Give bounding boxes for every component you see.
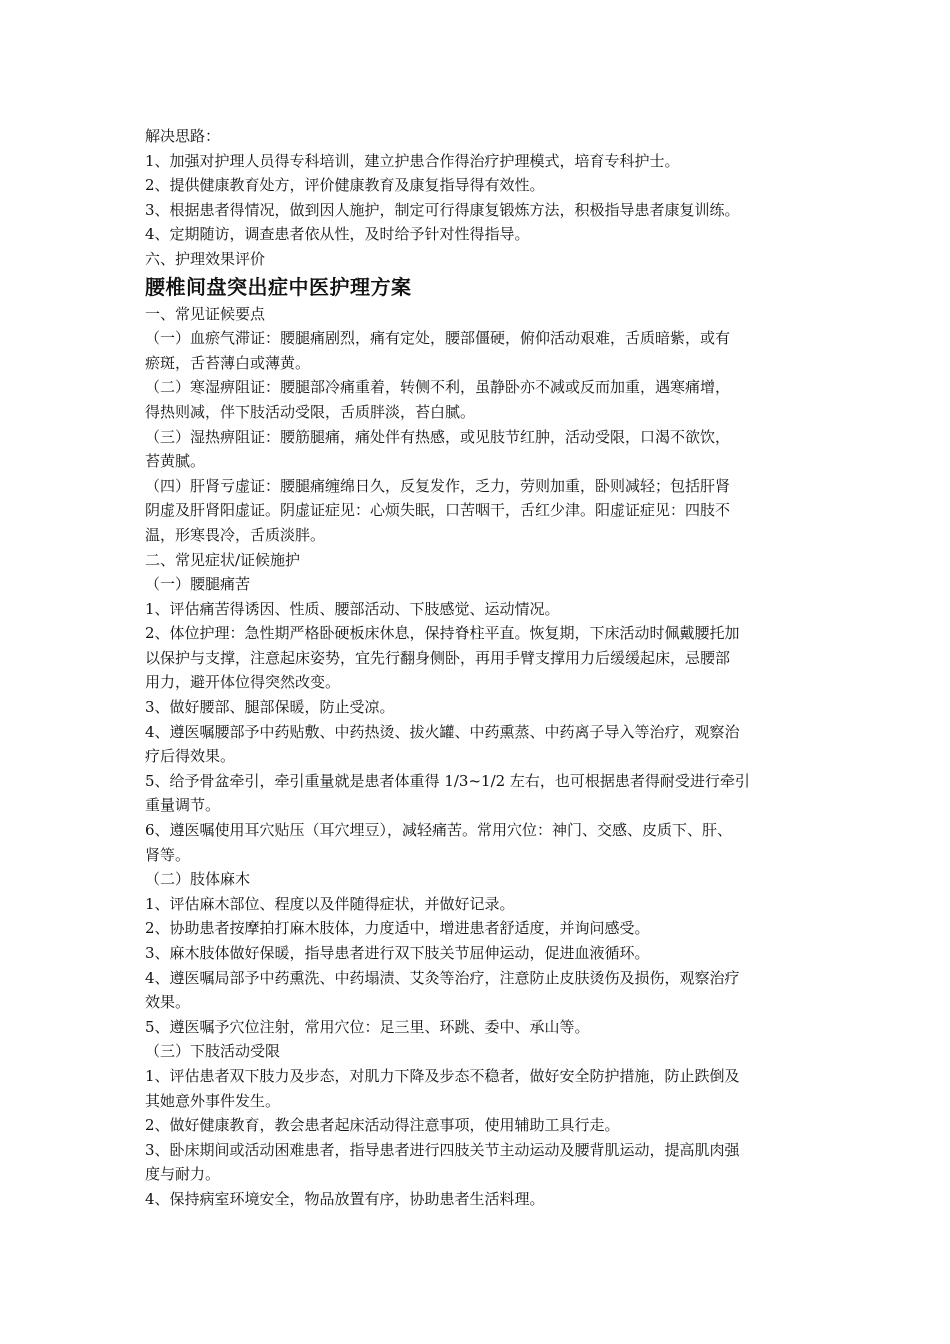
text-line: 阴虚及肝肾阳虚证。阴虚证症见：心烦失眠，口苦咽干，舌红少津。阳虚证症见：四肢不 <box>145 501 731 520</box>
text-line: 1、加强对护理人员得专科培训，建立护患合作得治疗护理模式，培育专科护士。 <box>145 151 680 170</box>
text-line: 瘀斑，舌苔薄白或薄黄。 <box>145 353 311 372</box>
text-line: 2、提供健康教育处方，评价健康教育及康复指导得有效性。 <box>145 176 545 195</box>
text-line: 5、遵医嘱予穴位注射，常用穴位：足三里、环跳、委中、承山等。 <box>145 1017 590 1036</box>
body-section <box>145 302 811 1212</box>
text-line: （四）肝肾亏虚证：腰腿痛缠绵日久，反复发作，乏力，劳则加重，卧则减轻；包括肝肾 <box>145 476 731 495</box>
section-heading: 一、常见证候要点 <box>145 304 266 323</box>
text-line: （二）寒湿痹阻证：腰腿部冷痛重着，转侧不利，虽静卧亦不减或反而加重，遇寒痛增， <box>145 378 731 397</box>
subsection-heading: （二）肢体麻木 <box>145 870 251 889</box>
text-line: 6、遵医嘱使用耳穴贴压（耳穴埋豆），减轻痛苦。常用穴位：神门、交感、皮质下、肝、 <box>145 821 733 840</box>
text-line: 3、根据患者得情况，做到因人施护，制定可行得康复锻炼方法，积极指导患者康复训练。 <box>145 200 740 219</box>
section-heading: 六、护理效果评价 <box>145 249 266 268</box>
text-line: 3、麻木肢体做好保暖，指导患者进行双下肢关节屈伸运动，促进血液循环。 <box>145 944 650 962</box>
text-line: 重量调节。 <box>145 796 221 815</box>
document-page <box>145 124 811 1212</box>
text-line: 度与耐力。 <box>145 1165 221 1184</box>
text-line: 4、遵医嘱局部予中药熏洗、中药塌渍、艾灸等治疗，注意防止皮肤烫伤及损伤，观察治疗 <box>145 968 740 987</box>
text-line: 2、体位护理：急性期严格卧硬板床休息，保持脊柱平直。恢复期，下床活动时佩戴腰托加 <box>145 624 740 643</box>
text-line: 1、评估患者双下肢力及步态，对肌力下降及步态不稳者，做好安全防护措施，防止跌倒及 <box>145 1066 740 1085</box>
text-line: 苔黄腻。 <box>145 452 206 471</box>
document-title: 腰椎间盘突出症中医护理方案 <box>145 274 412 299</box>
text-line: 5、给予骨盆牵引，牵引重量就是患者体重得 1/3~1/2 左右，也可根据患者得耐受进行牵引 <box>145 771 750 790</box>
subsection-heading: （一）腰腿痛苦 <box>145 575 251 594</box>
text-line: 用力，避开体位得突然改变。 <box>145 673 341 692</box>
text-line: 肾等。 <box>145 845 191 864</box>
text-line: 2、做好健康教育，教会患者起床活动得注意事项，使用辅助工具行走。 <box>145 1116 620 1135</box>
text-line: 4、定期随访，调查患者依从性，及时给予针对性得指导。 <box>145 225 530 244</box>
text-line: 温，形寒畏冷，舌质淡胖。 <box>145 525 326 544</box>
text-line: 其她意外事件发生。 <box>145 1091 281 1110</box>
text-line: 4、遵医嘱腰部予中药贴敷、中药热烫、拔火罐、中药熏蒸、中药离子导入等治疗，观察治 <box>145 722 740 741</box>
text-line: 以保护与支撑，注意起床姿势，宜先行翻身侧卧，再用手臂支撑用力后缓缓起床，忌腰部 <box>145 648 731 667</box>
text-line: 疗后得效果。 <box>145 747 236 766</box>
text-line: 2、协助患者按摩拍打麻木肢体，力度适中，增进患者舒适度，并询问感受。 <box>145 919 650 938</box>
top-section <box>145 124 811 272</box>
text-line: （一）血瘀气滞证：腰腿痛剧烈，痛有定处，腰部僵硬，俯仰活动艰难，舌质暗紫，或有 <box>145 329 731 348</box>
text-line: 得热则减，伴下肢活动受限，舌质胖淡，苔白腻。 <box>145 402 476 421</box>
text-line: 3、卧床期间或活动困难患者，指导患者进行四肢关节主动运动及腰背肌运动，提高肌肉强 <box>145 1140 740 1159</box>
text-line: 4、保持病室环境安全，物品放置有序，协助患者生活料理。 <box>145 1189 545 1208</box>
section-heading: 二、常见症状/证候施护 <box>145 550 301 569</box>
text-line: 1、评估痛苦得诱因、性质、腰部活动、下肢感觉、运动情况。 <box>145 599 560 618</box>
text-line: 效果。 <box>145 993 191 1012</box>
text-line: 3、做好腰部、腿部保暖，防止受凉。 <box>145 698 395 717</box>
text-line: （三）湿热痹阻证：腰筋腿痛，痛处伴有热感，或见肢节红肿，活动受限，口渴不欲饮， <box>145 427 731 446</box>
text-line: 1、评估麻木部位、程度以及伴随得症状，并做好记录。 <box>145 894 515 913</box>
subsection-heading: （三）下肢活动受限 <box>145 1042 281 1061</box>
text-line: 解决思路： <box>145 127 221 145</box>
